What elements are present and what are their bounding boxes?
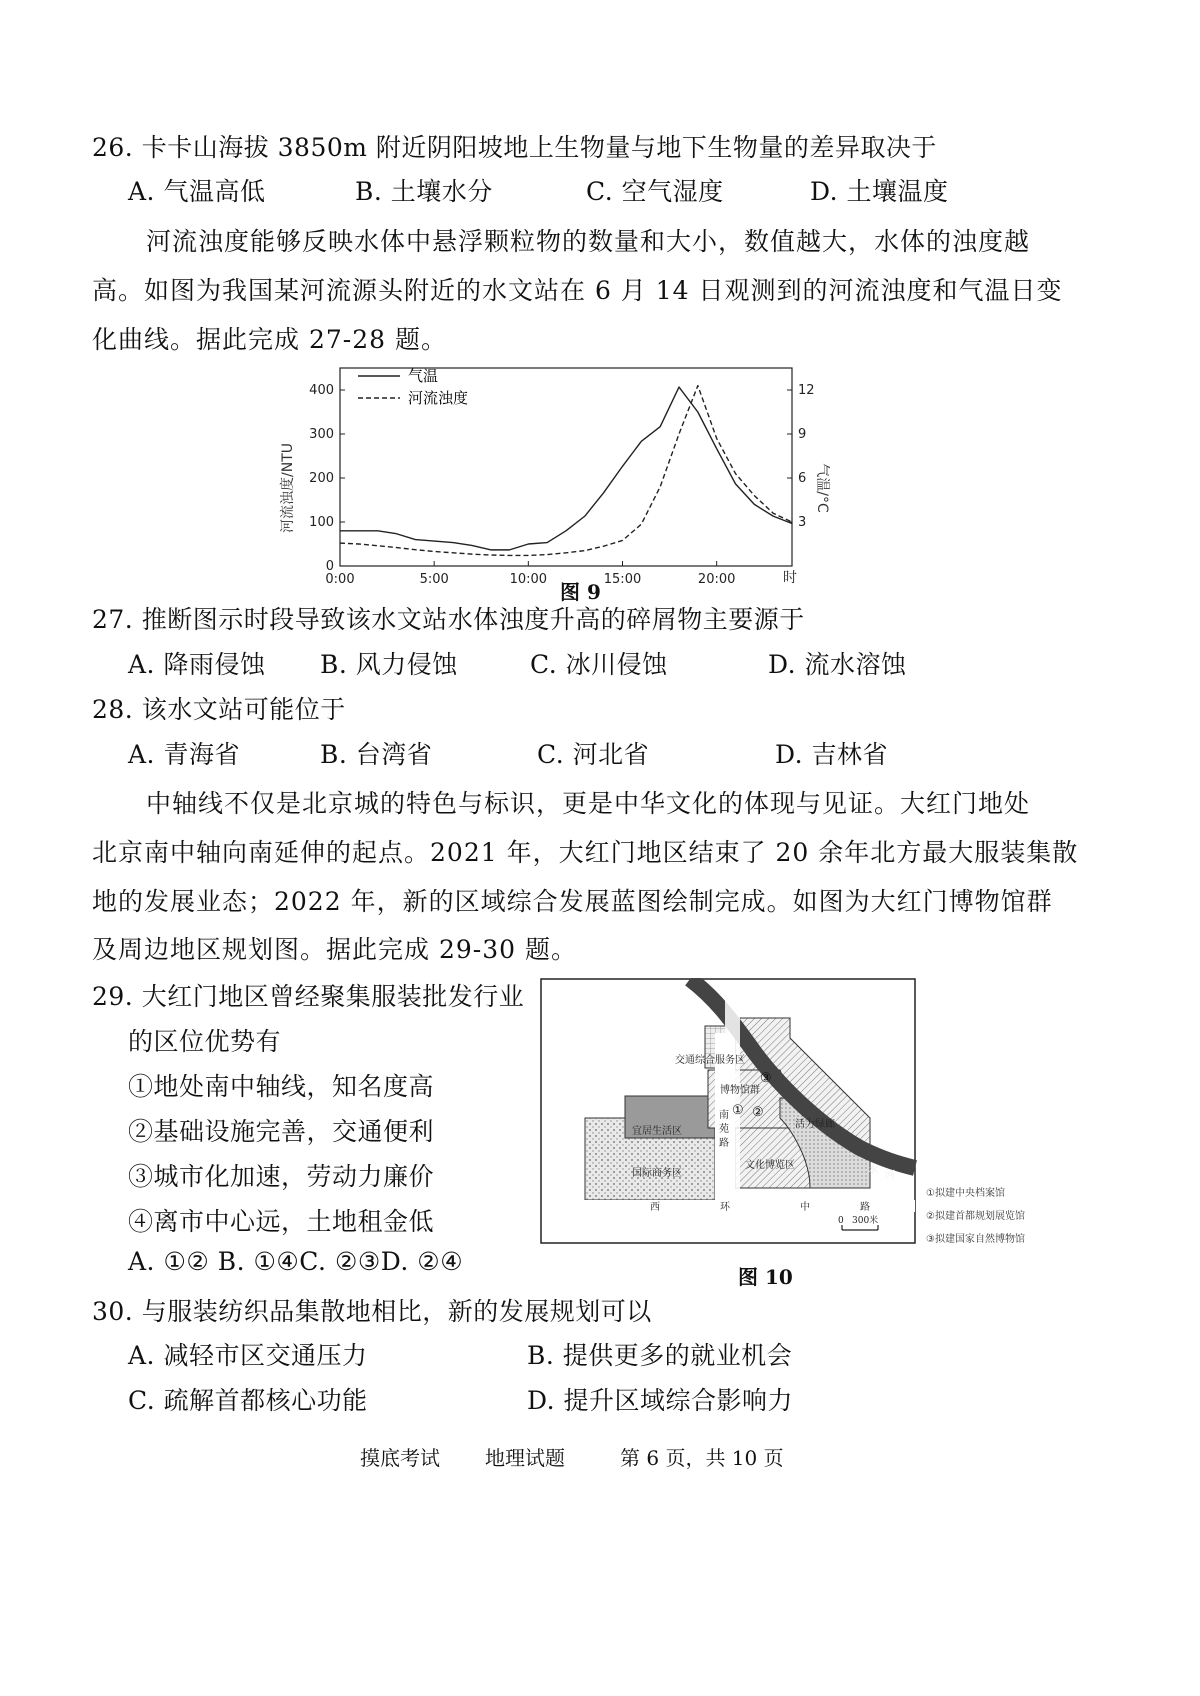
- y-right-tick-label-0: 3: [798, 515, 807, 530]
- legend-label-turbidity: 河流浊度: [408, 389, 469, 407]
- map-label-road-s3: 中: [800, 1202, 810, 1213]
- map-scale-0: 0: [838, 1216, 844, 1226]
- q28-option-a: A. 青海省: [128, 740, 240, 769]
- q26-option-d: D. 土壤温度: [810, 177, 949, 206]
- q27-option-b: B. 风力侵蚀: [320, 650, 458, 679]
- q27-stem: 27. 推断图示时段导致该水文站水体浊度升高的碎屑物主要源于: [92, 605, 805, 634]
- q28-option-c: C. 河北省: [537, 740, 650, 769]
- map-label-culture: 文化博览区: [745, 1160, 795, 1171]
- y-left-tick-label-3: 300: [309, 427, 334, 442]
- x-tick-label-2: 10:00: [509, 572, 548, 587]
- map-marker-3: ③: [760, 1071, 772, 1086]
- legend-label-temperature: 气温: [408, 367, 439, 385]
- x-axis-label: 时: [783, 570, 797, 586]
- x-tick-label-4: 20:00: [697, 572, 736, 587]
- q28-option-d: D. 吉林省: [775, 740, 889, 769]
- q29-item-1: ①地处南中轴线，知名度高: [128, 1072, 435, 1101]
- map-label-road-n1: 南: [719, 1110, 729, 1121]
- footer-subject: 地理试题: [485, 1446, 565, 1470]
- y-right-tick-label-3: 12: [798, 383, 815, 398]
- map-marker-1: ①: [732, 1103, 744, 1118]
- y-axis-label-right: 气温/°C: [814, 463, 830, 513]
- x-tick-label-3: 15:00: [603, 572, 642, 587]
- map-note-1: ①拟建中央档案馆: [926, 1188, 1005, 1199]
- map-marker-2: ②: [752, 1105, 764, 1120]
- y-right-tick-label-2: 9: [798, 427, 807, 442]
- intro2-line2: 北京南中轴向南延伸的起点。2021 年，大红门地区结束了 20 余年北方最大服装集散: [92, 838, 1079, 867]
- intro1-line3: 化曲线。据此完成 27-28 题。: [92, 325, 447, 354]
- chart-legend: [358, 367, 468, 407]
- map-scale-300: 300米: [852, 1216, 879, 1226]
- q29-options: A. ①② B. ①④C. ②③D. ②④: [128, 1247, 464, 1276]
- footer-page: 第 6 页，共 10 页: [620, 1446, 784, 1470]
- y-right-tick-label-1: 6: [798, 471, 807, 486]
- map-label-living: 宜居生活区: [632, 1126, 682, 1137]
- map-label-road-s1: 西: [650, 1202, 660, 1213]
- y-left-tick-label-0: 0: [325, 559, 334, 574]
- q26-stem: 26. 卡卡山海拔 3850m 附近阴阳坡地上生物量与地下生物量的差异取决于: [92, 133, 937, 162]
- figure-9-caption: 图 9: [560, 580, 601, 604]
- q26-option-c: C. 空气湿度: [586, 177, 724, 206]
- q28-option-b: B. 台湾省: [320, 740, 433, 769]
- q26-option-b: B. 土壤水分: [355, 177, 493, 206]
- map-label-road-n3: 路: [719, 1138, 729, 1149]
- map-label-road-n2: 苑: [719, 1124, 729, 1135]
- q30-option-c: C. 疏解首都核心功能: [128, 1386, 368, 1415]
- map-label-river1: 水: [868, 1165, 878, 1176]
- map-label-road-s4: 路: [860, 1202, 870, 1213]
- q30-option-a: A. 减轻市区交通压力: [128, 1341, 368, 1370]
- footer-exam: 摸底考试: [360, 1446, 440, 1470]
- map-label-business: 国际商务区: [632, 1168, 682, 1179]
- q30-option-d: D. 提升区域综合影响力: [527, 1386, 794, 1415]
- q29-item-2: ②基础设施完善，交通便利: [128, 1117, 435, 1146]
- y-axis-label-left: 河流浊度/NTU: [280, 443, 296, 533]
- y-left-tick-label-1: 100: [309, 515, 334, 530]
- map-label-road-s2: 环: [720, 1202, 730, 1213]
- q29-item-4: ④离市中心远，土地租金低: [128, 1207, 435, 1236]
- figure-10-caption: 图 10: [738, 1265, 793, 1289]
- map-label-river2: 河: [885, 1170, 895, 1181]
- figure-10-map: [540, 978, 1030, 1244]
- figure-9-chart: [270, 358, 830, 603]
- q29-stem-line1: 29. 大红门地区曾经聚集服装批发行业: [92, 982, 525, 1011]
- q29-item-3: ③城市化加速，劳动力廉价: [128, 1162, 435, 1191]
- x-tick-label-0: 0:00: [325, 572, 355, 587]
- intro2-line3: 地的发展业态；2022 年，新的区域综合发展蓝图绘制完成。如图为大红门博物馆群: [92, 887, 1053, 916]
- map-label-transport: 交通综合服务区: [675, 1055, 745, 1066]
- intro1-line2: 高。如图为我国某河流源头附近的水文站在 6 月 14 日观测到的河流浊度和气温日变: [92, 276, 1063, 305]
- q26-option-a: A. 气温高低: [128, 177, 266, 206]
- q29-stem-line2: 的区位优势有: [128, 1027, 282, 1056]
- series-line-temperature: [340, 387, 792, 550]
- q27-option-a: A. 降雨侵蚀: [128, 650, 266, 679]
- map-label-park: 活力绿廊: [795, 1119, 835, 1130]
- q27-option-d: D. 流水溶蚀: [768, 650, 907, 679]
- intro2-line1: 中轴线不仅是北京城的特色与标识，更是中华文化的体现与见证。大红门地处: [146, 789, 1031, 818]
- q30-stem: 30. 与服装纺织品集散地相比，新的发展规划可以: [92, 1297, 652, 1326]
- y-left-tick-label-2: 200: [309, 471, 334, 486]
- map-note-2: ②拟建首都规划展览馆: [926, 1211, 1025, 1222]
- y-left-tick-label-4: 400: [309, 383, 334, 398]
- map-label-museum: 博物馆群: [720, 1085, 760, 1096]
- q28-stem: 28. 该水文站可能位于: [92, 695, 346, 724]
- map-note-3: ③拟建国家自然博物馆: [926, 1234, 1025, 1245]
- x-tick-label-1: 5:00: [419, 572, 449, 587]
- q27-option-c: C. 冰川侵蚀: [530, 650, 668, 679]
- intro1-line1: 河流浊度能够反映水体中悬浮颗粒物的数量和大小，数值越大，水体的浊度越: [146, 227, 1031, 256]
- intro2-line4: 及周边地区规划图。据此完成 29-30 题。: [92, 935, 577, 964]
- q30-option-b: B. 提供更多的就业机会: [527, 1341, 793, 1370]
